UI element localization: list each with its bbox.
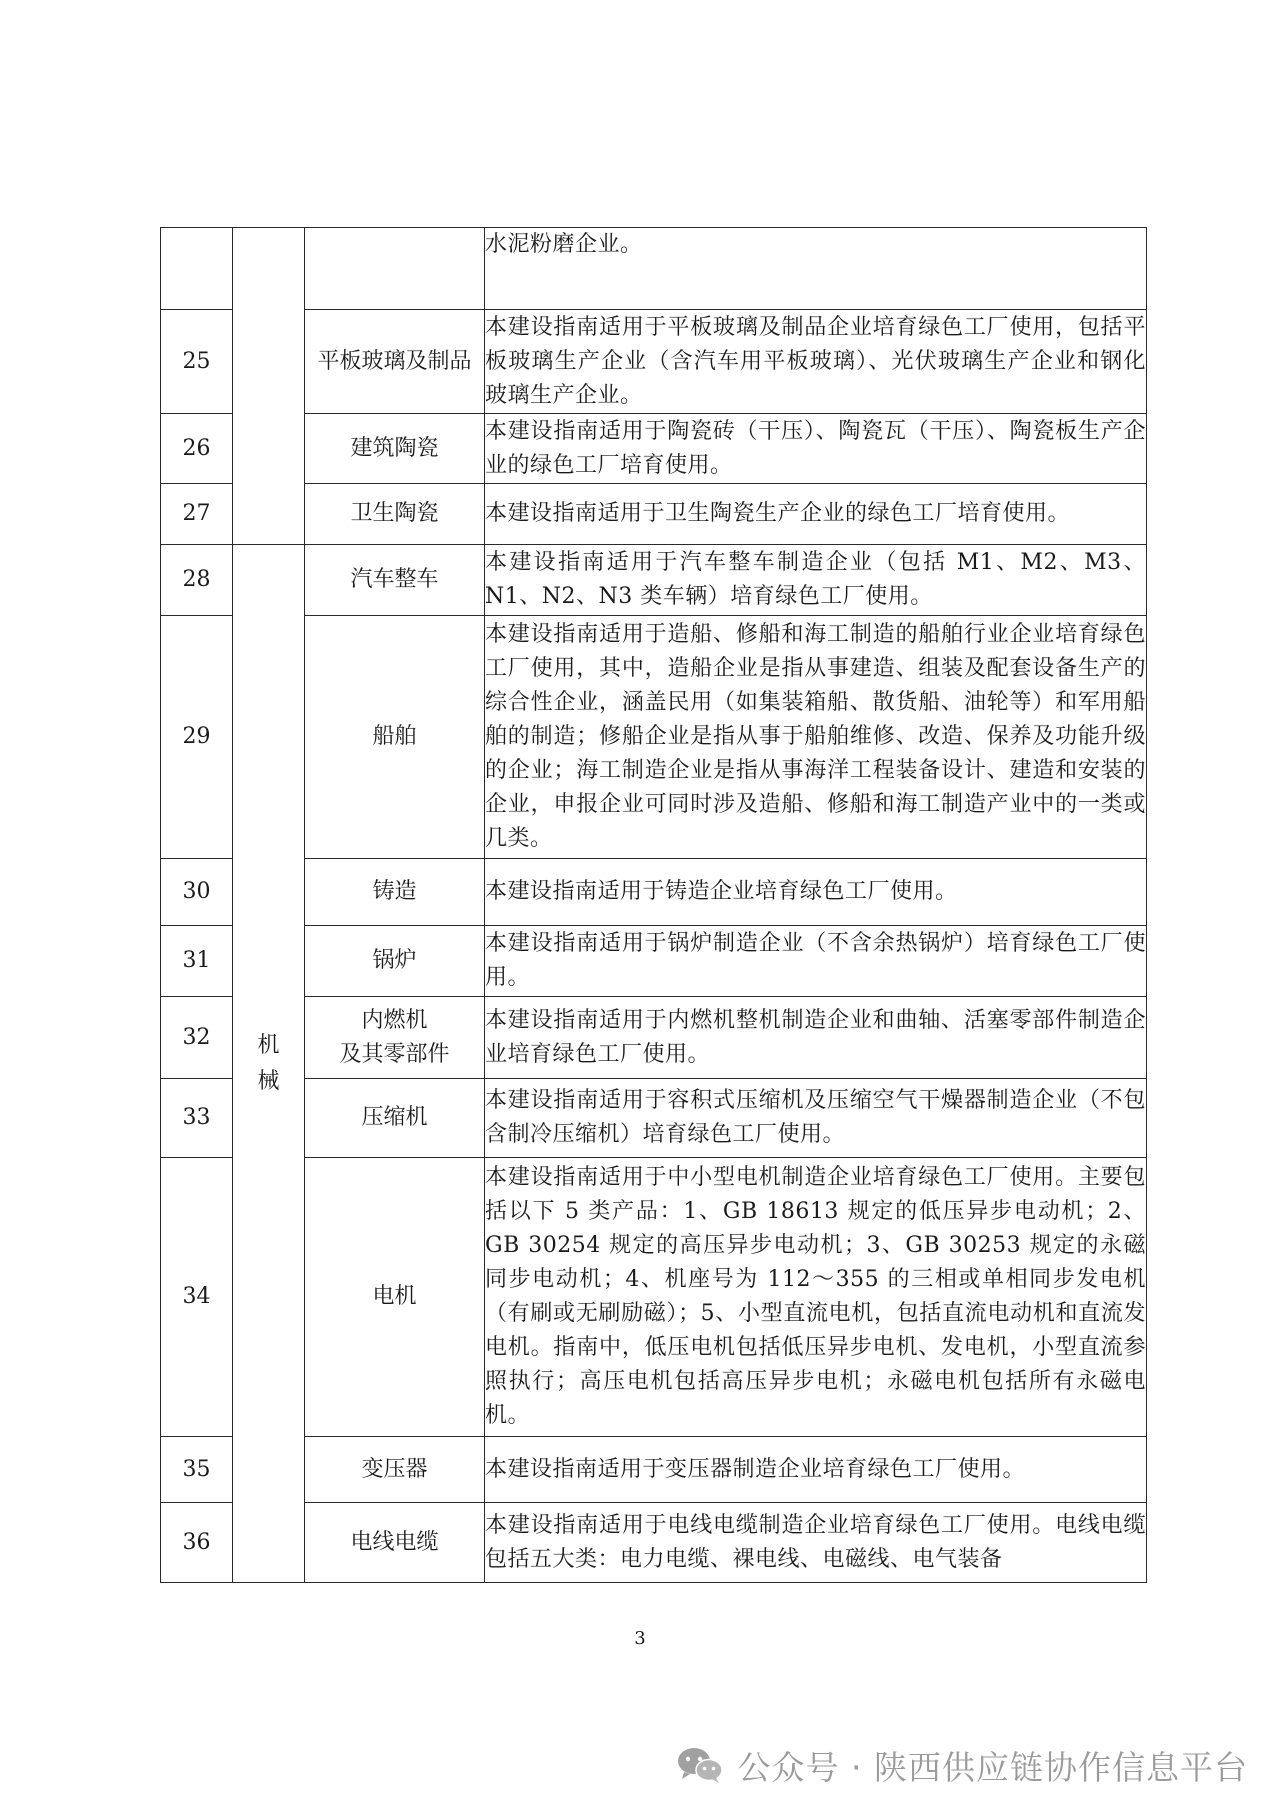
industry-description: 本建设指南适用于造船、修船和海工制造的船舶行业企业培育绿色工厂使用，其中，造船企业是指从事建造、组装及配套设备生产的综合性企业，涵盖民用（如集装箱船、散货船、油轮等）和军用船舶的制造；修船企业是指从事于船舶维修、改造、保养及功能升级的企业；海工制造企业是指从事海洋工程装备设计、建造和安装的企业，申报企业可同时涉及造船、修船和海工制造产业中的一类或几类。 [485,616,1147,859]
category-cell-machinery [233,545,305,1583]
industry-guide-table [160,227,1147,1583]
industry-description: 本建设指南适用于卫生陶瓷生产企业的绿色工厂培育使用。 [485,484,1147,545]
industry-name: 电线电缆 [305,1503,485,1583]
industry-name: 变压器 [305,1437,485,1503]
industry-description: 本建设指南适用于汽车整车制造企业（包括 M1、M2、M3、N1、N2、N3 类车辆）培育绿色工厂使用。 [485,545,1147,616]
table-row [161,310,1147,414]
category-label: 机械 [257,1032,280,1094]
industry-name: 压缩机 [305,1079,485,1158]
industry-description: 本建设指南适用于锅炉制造企业（不含余热锅炉）培育绿色工厂使用。 [485,926,1147,997]
page-number: 3 [634,1628,646,1649]
row-number: 25 [161,310,233,414]
row-number: 27 [161,484,233,545]
industry-description: 本建设指南适用于平板玻璃及制品企业培育绿色工厂使用，包括平板玻璃生产企业（含汽车用平板玻璃）、光伏玻璃生产企业和钢化玻璃生产企业。 [485,310,1147,414]
table-row [161,1158,1147,1437]
industry-name: 锅炉 [305,926,485,997]
row-number: 26 [161,414,233,484]
row-number: 34 [161,1158,233,1437]
table-row [161,545,1147,616]
table-row [161,1437,1147,1503]
industry-name: 汽车整车 [305,545,485,616]
row-number: 32 [161,997,233,1079]
row-number: 31 [161,926,233,997]
industry-name: 内燃机 及其零部件 [305,997,485,1079]
category-cell-building-materials [233,228,305,545]
industry-name: 平板玻璃及制品 [305,310,485,414]
table-row [161,997,1147,1079]
row-number [161,228,233,310]
row-number: 28 [161,545,233,616]
watermark-text: 公众号 · 陕西供应链协作信息平台 [737,1747,1248,1787]
table-row [161,1079,1147,1158]
table-row [161,616,1147,859]
industry-description: 本建设指南适用于电线电缆制造企业培育绿色工厂使用。电线电缆包括五大类：电力电缆、裸电线、电磁线、电气装备 [485,1503,1147,1583]
row-number: 29 [161,616,233,859]
row-number: 33 [161,1079,233,1158]
table-row [161,484,1147,545]
industry-name: 建筑陶瓷 [305,414,485,484]
industry-name: 船舶 [305,616,485,859]
wechat-watermark [676,1735,1248,1795]
table-row [161,414,1147,484]
industry-name: 电机 [305,1158,485,1437]
row-number: 35 [161,1437,233,1503]
industry-name: 铸造 [305,859,485,926]
industry-description: 水泥粉磨企业。 [485,228,1147,310]
row-number: 30 [161,859,233,926]
table-row [161,228,1147,310]
table-row [161,926,1147,997]
table-row [161,859,1147,926]
industry-description: 本建设指南适用于中小型电机制造企业培育绿色工厂使用。主要包括以下 5 类产品：1、GB 18613 规定的低压异步电动机；2、GB 30254 规定的高压异步电动机；3、GB 30253 规定的永磁同步电动机；4、机座号为 112～355 的三相或单相同步发电机（有刷或无刷励磁）；5、小型直流电机，包括直流电动机和直流发电机。指南中，低压电机包括低压异步电机、发电机，小型直流参照执行；高压电机包括高压异步电机；永磁电机包括所有永磁电机。 [485,1158,1147,1437]
industry-description: 本建设指南适用于铸造企业培育绿色工厂使用。 [485,859,1147,926]
industry-description: 本建设指南适用于陶瓷砖（干压）、陶瓷瓦（干压）、陶瓷板生产企业的绿色工厂培育使用。 [485,414,1147,484]
industry-name [305,228,485,310]
wechat-icon [676,1745,724,1785]
industry-name: 卫生陶瓷 [305,484,485,545]
table-row [161,1503,1147,1583]
industry-description: 本建设指南适用于容积式压缩机及压缩空气干燥器制造企业（不包含制冷压缩机）培育绿色工厂使用。 [485,1079,1147,1158]
row-number: 36 [161,1503,233,1583]
industry-description: 本建设指南适用于变压器制造企业培育绿色工厂使用。 [485,1437,1147,1503]
industry-description: 本建设指南适用于内燃机整机制造企业和曲轴、活塞零部件制造企业培育绿色工厂使用。 [485,997,1147,1079]
